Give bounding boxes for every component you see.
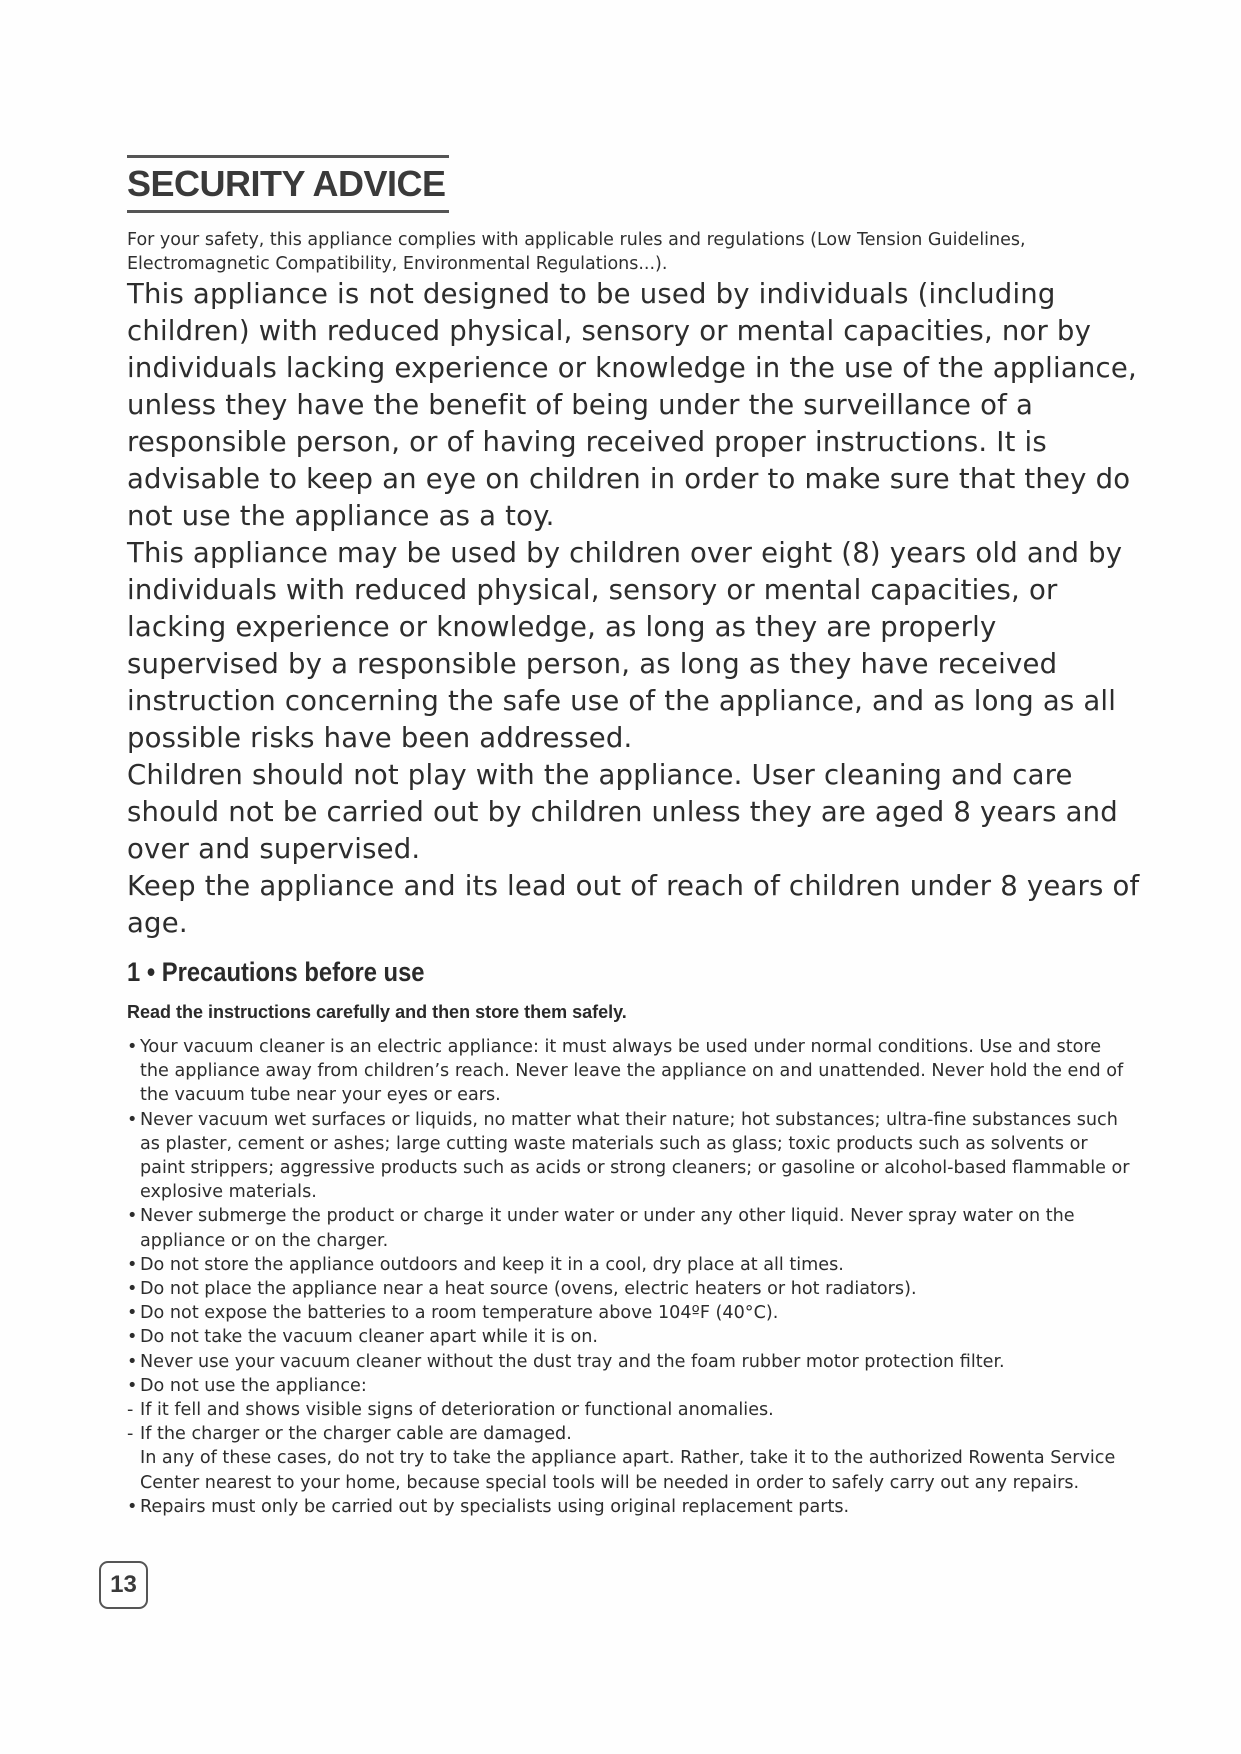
list-bullet: • <box>127 1327 138 1348</box>
list-item-text: Never vacuum wet surfaces or liquids, no matter what their nature; hot substances; ultra-fine substances such as plaster, cement or ashes; large cutting waste materials such as glass; toxic products such as solvents or paint strippers; aggressive products such as acids or strong cleaners; or gasoline or alcohol-based flammable or explosive materials. <box>140 1109 1130 1203</box>
list-bullet: • <box>127 1109 138 1130</box>
list-item <box>127 1398 1132 1422</box>
list-item <box>127 1422 1132 1446</box>
list-item-text: Do not expose the batteries to a room temperature above 104ºF (40°C). <box>140 1303 779 1324</box>
list-item-text: If the charger or the charger cable are damaged. <box>140 1424 572 1445</box>
list-bullet: • <box>127 1496 138 1517</box>
list-item <box>127 1277 1132 1301</box>
list-item-text: Repairs must only be carried out by specialists using original replacement parts. <box>140 1496 850 1517</box>
list-dash: - <box>127 1424 134 1445</box>
precautions-list <box>127 1035 1132 1519</box>
list-item <box>127 1108 1132 1205</box>
list-bullet: • <box>127 1375 138 1396</box>
list-item <box>127 1325 1132 1349</box>
list-bullet: • <box>127 1206 138 1227</box>
list-item-text: Do not take the vacuum cleaner apart while it is on. <box>140 1327 599 1348</box>
warning-block <box>127 276 1147 942</box>
list-item-text: Never submerge the product or charge it under water or under any other liquid. Never spray water on the appliance or on the charger. <box>140 1206 1075 1251</box>
list-item-text: Do not use the appliance: <box>140 1375 367 1396</box>
title-block <box>127 155 449 213</box>
list-bullet: • <box>127 1351 138 1372</box>
list-item-text: Do not place the appliance near a heat source (ovens, electric heaters or hot radiators). <box>140 1279 917 1300</box>
warning-paragraph: This appliance may be used by children over eight (8) years old and by individuals with reduced physical, sensory or mental capacities, or lacking experience or knowledge, as long as they are properly supervised by a responsible person, as long as they have received instruction concerning the safe use of the appliance, and as long as all possible risks have been addressed. <box>127 537 1123 754</box>
list-item-text: Never use your vacuum cleaner without the dust tray and the foam rubber motor protection filter. <box>140 1351 1005 1372</box>
list-bullet: • <box>127 1254 138 1275</box>
warning-paragraph: This appliance is not designed to be used by individuals (including children) with reduced physical, sensory or mental capacities, nor by individuals lacking experience or knowledge in the use of the appliance, unless they have the benefit of being under the surveillance of a responsible person, or of having received proper instructions. It is advisable to keep an eye on children in order to make sure that they do not use the appliance as a toy. <box>127 278 1137 532</box>
list-item-text: If it fell and shows visible signs of deterioration or functional anomalies. <box>140 1400 774 1421</box>
list-item <box>127 1301 1132 1325</box>
page-title: SECURITY ADVICE <box>127 163 446 204</box>
list-item <box>127 1350 1132 1374</box>
list-item <box>127 1495 1132 1519</box>
list-bullet: • <box>127 1279 138 1300</box>
page-number: 13 <box>99 1561 148 1609</box>
list-item-text: Your vacuum cleaner is an electric appliance: it must always be used under normal conditions. Use and store the appliance away from children’s reach. Never leave the appliance on and unattended. Never hold the end of the vacuum tube near your eyes or ears. <box>140 1037 1124 1106</box>
list-item-text: Do not store the appliance outdoors and keep it in a cool, dry place at all times. <box>140 1254 844 1275</box>
list-item <box>127 1035 1132 1108</box>
list-item-text: In any of these cases, do not try to take the appliance apart. Rather, take it to the authorized Rowenta Service Center nearest to your home, because special tools will be needed in order to safely carry out any repairs. <box>140 1448 1116 1493</box>
section-heading: 1 • Precautions before use <box>127 957 425 987</box>
list-bullet: • <box>127 1037 138 1057</box>
section-subheading: Read the instructions carefully and then store them safely. <box>127 1002 627 1022</box>
list-item <box>127 1446 1132 1494</box>
intro-paragraph: For your safety, this appliance complies with applicable rules and regulations (Low Tension Guidelines, Electromagnetic Compatibility, Environmental Regulations...). <box>127 230 1026 274</box>
warning-paragraph: Keep the appliance and its lead out of reach of children under 8 years of age. <box>127 870 1140 939</box>
list-bullet: • <box>127 1303 138 1324</box>
list-item <box>127 1253 1132 1277</box>
list-item <box>127 1374 1132 1398</box>
list-item <box>127 1204 1132 1252</box>
list-dash: - <box>127 1400 134 1421</box>
warning-paragraph: Children should not play with the appliance. User cleaning and care should not be carried out by children unless they are aged 8 years and over and supervised. <box>127 759 1118 865</box>
